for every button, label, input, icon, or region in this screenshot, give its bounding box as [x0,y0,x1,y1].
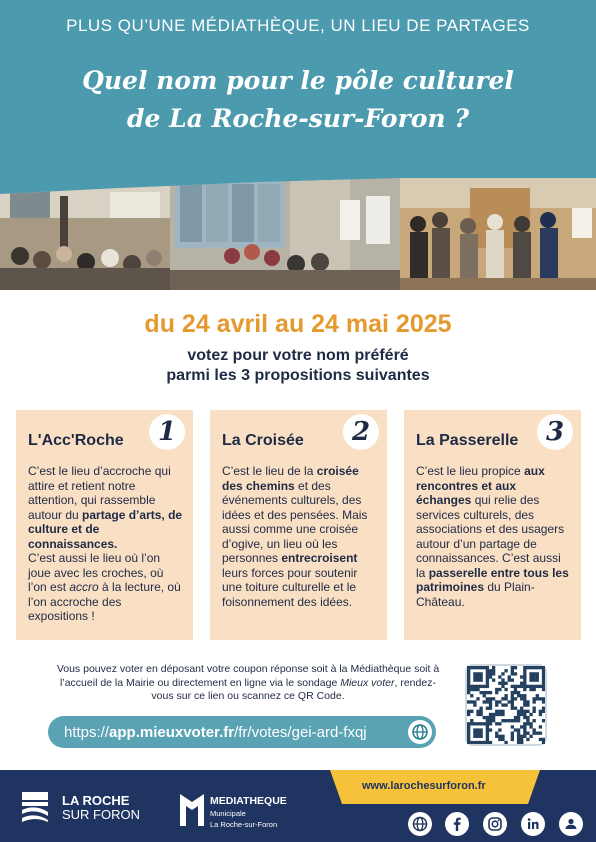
proposal-description [28,464,183,624]
photo-collage-image [0,178,596,290]
how-to-text: , rendez-vous sur ce lien ou scannez ce QR Code. [151,676,436,702]
proposal-number-badge: 3 [537,414,573,450]
desc-text: C’est le lieu propice [416,464,525,478]
la-roche-logo-icon [18,790,52,824]
globe-icon[interactable] [408,812,432,836]
globe-icon [408,720,432,744]
desc-text: qui relie des services culturels, des associations et des usagers autour d’un partage de connaissances. C’est aussi la [416,493,565,580]
kicker-text: PLUS QU’UNE MÉDIATHÈQUE, UN LIEU DE PARTAGES [66,16,530,35]
town-name-line-2: SUR FORON [62,807,140,822]
desc-text: C’est aussi le lieu où l’on joue avec les croches, où l’on est [28,551,164,594]
desc-text: leurs forces pour soutenir une toiture culturelle et le foisonnement des idées. [222,565,358,609]
desc-italic: accro [69,580,99,594]
proposal-title: L'Acc'Roche [28,432,124,449]
desc-bold: partage d’arts, de culture et de connaissances. [28,507,183,551]
vote-intro-line-1: votez pour votre nom préféré [187,347,409,364]
vote-intro-line-2: parmi les 3 propositions suivantes [166,367,430,384]
vote-dates: du 24 avril au 24 mai 2025 [144,310,452,338]
community-icon[interactable] [559,812,583,836]
facebook-icon[interactable] [445,812,469,836]
proposal-title: La Croisée [222,432,304,449]
proposal-number-badge: 2 [343,414,379,450]
desc-text: C’est le lieu d’accroche qui attire et retient notre attention, qui rassemble autour du [28,464,171,522]
proposal-card-2 [210,410,387,640]
mediatheque-name-line-3: La Roche-sur-Foron [210,820,278,829]
desc-text: à la lecture, où l’on accroche des expositions ! [28,580,181,623]
proposal-card-1 [16,410,193,640]
town-name [62,794,140,822]
vote-link[interactable] [48,716,436,748]
proposal-card-3 [404,410,581,640]
title-line-2: de La Roche-sur-Foron ? [127,104,469,133]
desc-text: du Plain-Château. [416,580,535,609]
name-proposals [16,410,582,640]
desc-text: et des événements culturels, des idées et des pensées. Mais aussi comme une croisée d’ogive, un lieu où les personnes [222,478,368,565]
website-link[interactable]: www.larochesurforon.fr [362,780,486,792]
mediatheque-name-line-2: Municipale [210,809,246,818]
mediatheque-logo-icon [178,790,206,830]
qr-code[interactable] [465,664,547,746]
proposal-description [222,464,377,609]
desc-text: C’est le lieu de la [222,464,317,478]
title-line-1: Quel nom pour le pôle culturel [82,66,514,95]
desc-bold: aux rencontres et aux échanges [416,464,545,507]
linkedin-icon[interactable] [521,812,545,836]
mediatheque-name [210,796,287,830]
how-to-italic: Mieux voter [340,676,395,689]
instagram-icon[interactable] [483,812,507,836]
desc-bold: passerelle entre tous les patrimoines [416,565,569,594]
proposal-description [416,464,571,609]
proposal-number-badge: 1 [149,414,185,450]
how-to-text: Vous pouvez voter en déposant votre coupon réponse soit à la Médiathèque soit à l’accueil de la Mairie ou directement en ligne via le sondage [56,663,440,689]
mediatheque-name-line-1: MEDIATHEQUE [210,795,287,807]
how-to-vote-text [50,663,446,704]
qr-code-image [467,666,545,744]
desc-bold: entrecroisent [281,551,358,565]
vote-intro [0,346,596,386]
vote-link-domain: app.mieuxvoter.fr [109,723,235,741]
desc-bold: croisée des chemins [222,464,359,493]
vote-link-path: /fr/votes/gei-ard-fxqj [234,723,367,741]
vote-link-prefix: https:// [64,723,110,741]
proposal-title: La Passerelle [416,432,519,449]
event-photo-strip [0,178,596,290]
page-title [0,62,596,138]
town-name-line-1: LA ROCHE [62,793,130,808]
